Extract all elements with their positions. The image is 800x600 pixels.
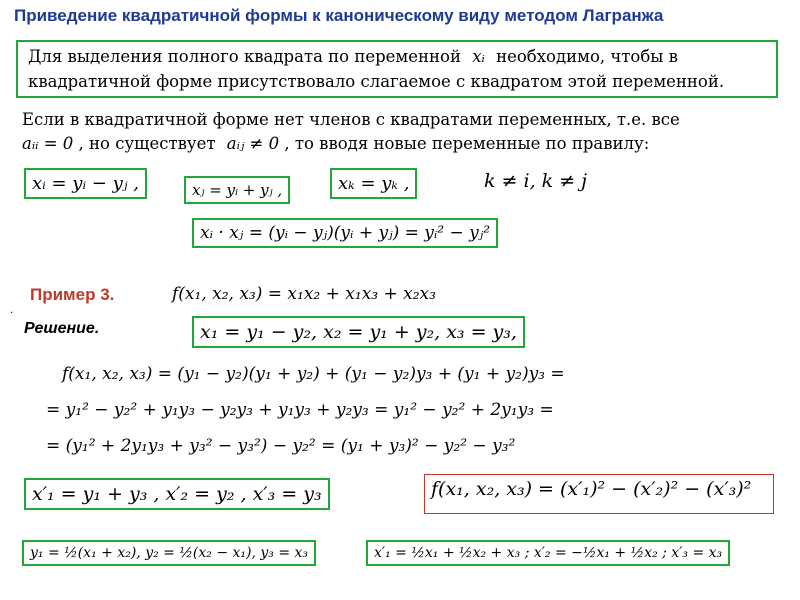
page-title: Приведение квадратичной формы к каноническому виду методом Лагранжа	[14, 6, 664, 25]
new-variables-formula: x′₁ = y₁ + y₃ , x′₂ = y₂ , x′₃ = y₃	[24, 478, 330, 510]
intro-line-1: Для выделения полного квадрата по переменной xᵢ необходимо, чтобы в	[28, 47, 678, 66]
solution-label: Решение.	[24, 320, 100, 337]
condition-paragraph	[22, 108, 782, 156]
rule-formula-xi: xᵢ = yᵢ − yⱼ ,	[24, 168, 147, 199]
example-function: f(x₁, x₂, x₃) = x₁x₂ + x₁x₃ + x₂x₃	[172, 284, 436, 304]
intro-box	[16, 40, 778, 98]
product-formula: xᵢ · xⱼ = (yᵢ − yⱼ)(yᵢ + yⱼ) = yᵢ² − yⱼ²	[192, 218, 498, 248]
rule-formula-xk: xₖ = yₖ ,	[330, 168, 417, 199]
substitution-formula: x₁ = y₁ − y₂, x₂ = y₁ + y₂, x₃ = y₃,	[192, 316, 525, 348]
para-line-2: aᵢᵢ = 0 , но существует aᵢⱼ ≠ 0 , то вводя новые переменные по правилу:	[22, 134, 650, 153]
intro-variable: xᵢ	[472, 47, 485, 66]
rule-formula-xj: xⱼ = yᵢ + yⱼ ,	[184, 176, 290, 204]
equation-line-2: = y₁² − y₂² + y₁y₃ − y₂y₃ + y₁y₃ + y₂y₃ = y₁² − y₂² + 2y₁y₃ =	[46, 400, 554, 420]
condition-offdiagonal: aᵢⱼ ≠ 0	[226, 134, 280, 153]
final-transformation-formula: x′₁ = ½x₁ + ½x₂ + x₃ ; x′₂ = −½x₁ + ½x₂ ; x′₃ = x₃	[366, 540, 730, 566]
canonical-form-formula: f(x₁, x₂, x₃) = (x′₁)² − (x′₂)² − (x′₃)²	[424, 474, 774, 514]
rule-condition-k: k ≠ i, k ≠ j	[484, 170, 588, 192]
inverse-substitution-formula: y₁ = ½(x₁ + x₂), y₂ = ½(x₂ − x₁), y₃ = x₃	[22, 540, 316, 566]
condition-diagonal: aᵢᵢ = 0	[22, 134, 74, 153]
para-line-1: Если в квадратичной форме нет членов с квадратами переменных, т.е. все	[22, 110, 680, 129]
equation-line-1: f(x₁, x₂, x₃) = (y₁ − y₂)(y₁ + y₂) + (y₁ − y₂)y₃ + (y₁ + y₂)y₃ =	[62, 364, 565, 384]
stray-dot: .	[10, 305, 14, 316]
example-label: Пример 3.	[30, 285, 115, 304]
equation-line-3: = (y₁² + 2y₁y₃ + y₃² − y₃²) − y₂² = (y₁ + y₃)² − y₂² − y₃²	[46, 436, 516, 456]
intro-line-2: квадратичной форме присутствовало слагаемое с квадратом этой переменной.	[28, 72, 725, 91]
